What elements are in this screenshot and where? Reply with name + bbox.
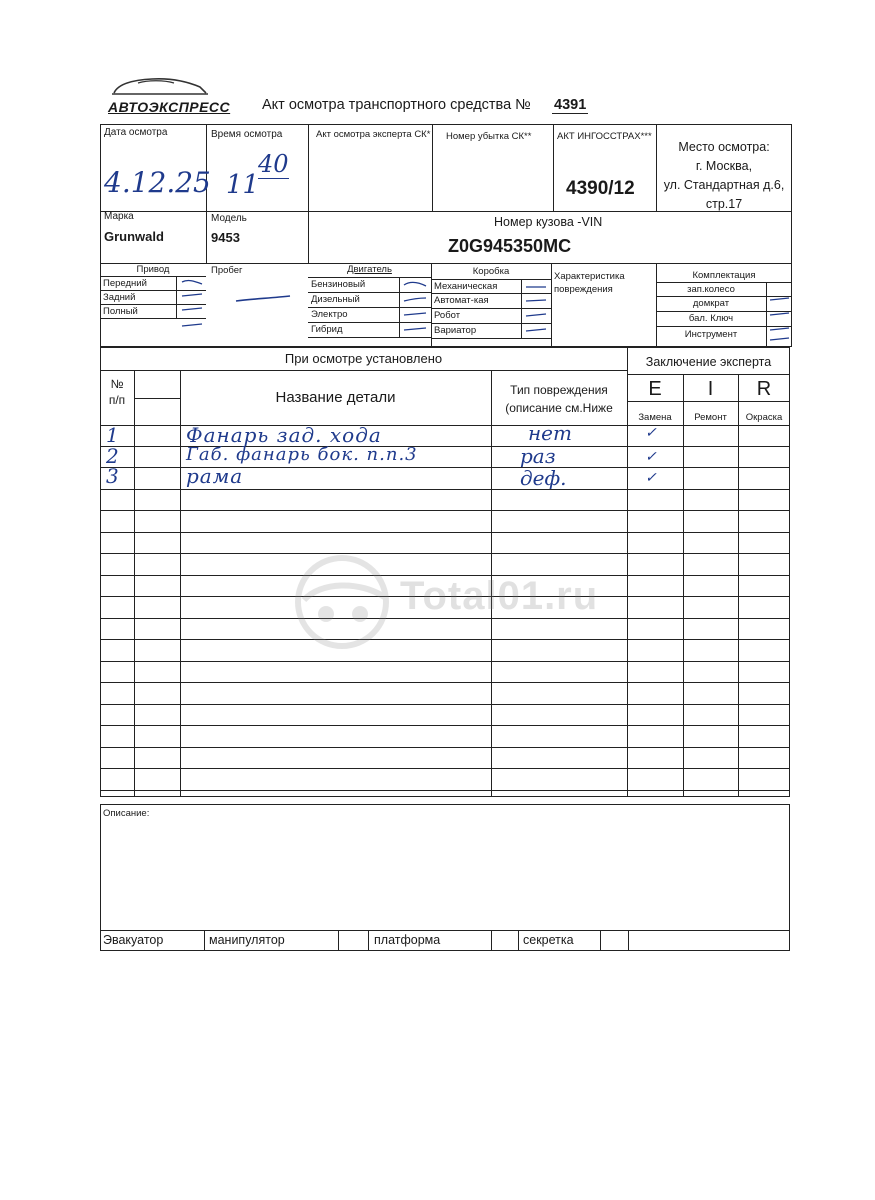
- inspection-place: [656, 138, 792, 214]
- footer-manipulator: манипулятор: [209, 933, 285, 947]
- table-row: [100, 682, 790, 683]
- col-num-header: [100, 376, 134, 408]
- row3-damage: деф.: [520, 466, 567, 490]
- row2-num: 2: [106, 444, 119, 468]
- row3-num: 3: [106, 464, 119, 488]
- engine-electric: Электро: [311, 309, 348, 320]
- make-value: Grunwald: [104, 229, 164, 244]
- time-hours: 11: [226, 170, 260, 200]
- model-value: 9453: [211, 230, 240, 245]
- gearbox-manual: Механическая: [434, 281, 498, 292]
- row1-num: 1: [106, 423, 119, 447]
- row1-check: ✓: [645, 425, 657, 441]
- time-label: Время осмотра: [211, 129, 283, 140]
- table-row: [100, 747, 790, 748]
- description-box: [100, 804, 790, 951]
- col-damage-line2: (описание см.Ниже: [505, 401, 613, 415]
- table-row: [100, 532, 790, 533]
- col-r-sub: Окраска: [745, 412, 783, 423]
- engine-dashes: [400, 277, 432, 339]
- description-label: Описание:: [103, 808, 150, 819]
- watermark-text: Total01.ru: [400, 574, 599, 618]
- table-row: [100, 725, 790, 726]
- col-num-sub: п/п: [108, 393, 126, 407]
- model-label: Модель: [211, 213, 247, 224]
- row1-damage: нет: [528, 421, 572, 445]
- document-number: 4391: [554, 97, 587, 113]
- vin-value: Z0G945350MC: [448, 236, 572, 256]
- engine-title: Двигатель: [347, 264, 392, 275]
- gearbox-cvt: Вариатор: [434, 325, 477, 336]
- equipment-tools: Инструмент: [684, 329, 738, 340]
- gearbox-robot: Робот: [434, 310, 461, 321]
- engine-petrol: Бензиновый: [311, 279, 366, 290]
- damage-char-line2: повреждения: [554, 284, 613, 295]
- date-label: Дата осмотра: [104, 127, 168, 138]
- equipment-jack: домкрат: [692, 298, 730, 309]
- gearbox-title: Коробка: [472, 266, 510, 277]
- damage-char-label: [554, 270, 625, 296]
- place-line1: г. Москва,: [695, 159, 753, 173]
- col-e-sub: Замена: [638, 412, 672, 423]
- table-row: [100, 704, 790, 705]
- row1-part: Фанарь зад. хода: [186, 423, 382, 447]
- table-row: [100, 661, 790, 662]
- document-title: Акт осмотра транспортного средства №: [262, 97, 531, 113]
- mileage-label: Пробег: [211, 265, 243, 276]
- company-logo: [108, 74, 231, 115]
- equipment-spare-wheel: зап.колесо: [687, 284, 735, 295]
- place-label: Место осмотра:: [678, 140, 770, 154]
- footer-platform: платформа: [374, 933, 441, 947]
- equipment-wrench: бал. Ключ: [688, 313, 734, 324]
- watermark: [290, 552, 600, 652]
- col-damage-header: [491, 381, 627, 417]
- row2-check: ✓: [645, 449, 657, 465]
- watermark-logo-icon: [290, 552, 400, 652]
- col-damage-line1: Тип повреждения: [510, 383, 608, 397]
- col-part-header: Название детали: [275, 389, 396, 406]
- make-label: Марка: [104, 211, 134, 222]
- ingos-act-value: 4390/12: [566, 178, 635, 199]
- place-line2: ул. Стандартная д.6,: [663, 178, 785, 192]
- col-i-header: I: [707, 378, 714, 400]
- loss-number-label: Номер убытка СК**: [446, 131, 532, 142]
- table-row: [100, 489, 790, 490]
- row3-check: ✓: [645, 470, 657, 486]
- drive-full: Полный: [103, 306, 138, 317]
- logo-text: АВТОЭКСПРЕСС: [108, 99, 231, 115]
- equipment-dashes: [767, 282, 793, 348]
- drive-front: Передний: [103, 278, 147, 289]
- vin-label: Номер кузова -VIN: [494, 215, 603, 229]
- row2-part: Габ. фанарь бок. п.п.3: [186, 444, 418, 465]
- table-row: [100, 768, 790, 769]
- expert-act-label: Акт осмотра эксперта СК*: [316, 129, 431, 140]
- date-value: 4.12.25: [104, 166, 211, 199]
- col-i-sub: Ремонт: [694, 412, 727, 423]
- ingos-act-label: АКТ ИНГОССТРАХ***: [557, 131, 652, 142]
- drive-title: Привод: [136, 264, 170, 275]
- row2-damage: раз: [520, 444, 556, 468]
- car-silhouette-icon: [108, 74, 212, 96]
- mileage-dash: [234, 293, 294, 305]
- gearbox-automatic: Автомат-кая: [434, 295, 489, 306]
- col-r-header: R: [756, 378, 772, 400]
- drive-dashes: [178, 276, 208, 336]
- engine-hybrid: Гибрид: [311, 324, 343, 335]
- gearbox-dashes: [522, 279, 552, 341]
- footer-evacuator: Эвакуатор: [103, 933, 164, 947]
- equipment-title: Комплектация: [692, 270, 756, 281]
- footer-secretka: секретка: [523, 933, 574, 947]
- expert-conclusion-title: Заключение эксперта: [645, 355, 772, 369]
- time-minutes: 40: [258, 150, 289, 178]
- table-row: [100, 790, 790, 791]
- col-num-symbol: №: [110, 377, 124, 391]
- table-row: [100, 510, 790, 511]
- damage-char-line1: Характеристика: [554, 271, 625, 282]
- col-e-header: E: [648, 378, 662, 400]
- row3-part: рама: [186, 464, 244, 488]
- findings-title: При осмотре установлено: [284, 351, 443, 366]
- drive-rear: Задний: [103, 292, 136, 303]
- engine-diesel: Дизельный: [311, 294, 360, 305]
- place-line3: стр.17: [705, 197, 743, 211]
